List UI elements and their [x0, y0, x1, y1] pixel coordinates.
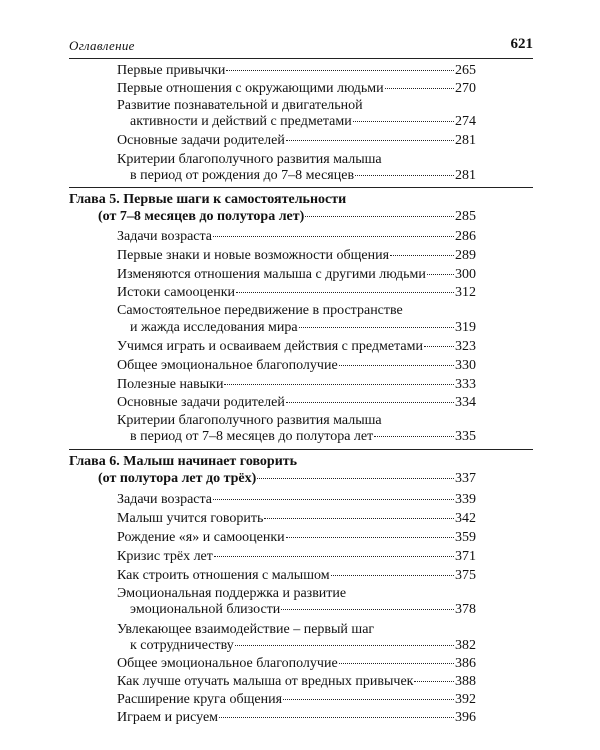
leader-dots [305, 215, 454, 217]
toc-entry-label: Как строить отношения с малышом [117, 568, 330, 583]
toc-entry-page: 392 [455, 692, 476, 707]
toc-entry-page: 371 [455, 549, 476, 564]
toc-entry-label-line1: Самостоятельное передвижение в пространстве [117, 303, 403, 318]
toc-entry [117, 710, 476, 726]
toc-entry-label: эмоциональной близости [130, 602, 281, 617]
toc-entry [117, 568, 476, 584]
chapter-5-title: Глава 5. Первые шаги к самостоятельности [69, 192, 347, 207]
toc-entry-label: Истоки самооценки [117, 285, 236, 300]
toc-entry-page: 342 [455, 511, 476, 526]
toc-entry-page: 334 [455, 395, 476, 410]
leader-dots [299, 326, 454, 328]
leader-dots [390, 254, 454, 256]
toc-entry-page: 388 [455, 674, 476, 689]
toc-entry [117, 229, 476, 245]
toc-entry-label-line1: Увлекающее взаимодействие – первый шаг [117, 622, 375, 637]
chapter-6-page: 337 [455, 471, 476, 486]
chapter-6-title: Глава 6. Малыш начинает говорить [69, 454, 298, 469]
toc-entry-page: 375 [455, 568, 476, 583]
leader-dots [286, 139, 454, 141]
toc-entry-page: 300 [455, 267, 476, 282]
toc-entry-label: Общее эмоциональное благополучие [117, 656, 338, 671]
leader-dots [339, 662, 454, 664]
leader-dots [235, 644, 454, 646]
leader-dots [257, 477, 454, 479]
toc-entry-page: 286 [455, 229, 476, 244]
chapter-6-subtitle: (от полутора лет до трёх) [98, 471, 257, 486]
toc-entry [117, 81, 476, 97]
toc-entry-page: 386 [455, 656, 476, 671]
toc-entry-label-line1: Эмоциональная поддержка и развитие [117, 586, 347, 601]
toc-entry-page: 359 [455, 530, 476, 545]
toc-entry-label: Малыш учится говорить [117, 511, 264, 526]
toc-entry [130, 429, 476, 445]
toc-entry [117, 395, 476, 411]
toc-entry-page: 270 [455, 81, 476, 96]
toc-entry-page: 289 [455, 248, 476, 263]
toc-entry-page: 274 [455, 114, 476, 129]
toc-entry-label: Задачи возраста [117, 492, 213, 507]
leader-dots [331, 574, 454, 576]
leader-dots [385, 87, 454, 89]
toc-entry-page: 319 [455, 320, 476, 335]
toc-entry-page: 396 [455, 710, 476, 725]
toc-entry-label: Как лучше отучать малыша от вредных привычек [117, 674, 414, 689]
toc-entry-page: 281 [455, 133, 476, 148]
leader-dots [286, 536, 454, 538]
toc-entry-label: Первые отношения с окружающими людьми [117, 81, 384, 96]
toc-entry-page: 312 [455, 285, 476, 300]
toc-entry-page: 333 [455, 377, 476, 392]
toc-entry-label: Расширение круга общения [117, 692, 283, 707]
leader-dots [224, 383, 454, 385]
toc-entry-label: Учимся играть и осваиваем действия с предметами [117, 339, 423, 354]
toc-entry [130, 638, 476, 654]
chapter-6-entry [98, 471, 476, 487]
toc-entry-label: Общее эмоциональное благополучие [117, 358, 338, 373]
toc-entry [117, 530, 476, 546]
toc-entry-label: Основные задачи родителей [117, 133, 285, 148]
leader-dots [424, 345, 454, 347]
toc-entry-label-line1: Развитие познавательной и двигательной [117, 98, 363, 113]
chapter-5-subtitle: (от 7–8 месяцев до полутора лет) [98, 209, 305, 224]
leader-dots [226, 69, 454, 71]
toc-entry [117, 285, 476, 301]
toc-entry-page: 382 [455, 638, 476, 653]
running-header [69, 38, 533, 59]
toc-entry-label: в период от рождения до 7–8 месяцев [130, 168, 355, 183]
chapter-5-page: 285 [455, 209, 476, 224]
leader-dots [283, 698, 454, 700]
toc-entry [117, 133, 476, 149]
leader-dots [213, 235, 454, 237]
toc-entry-label: Задачи возраста [117, 229, 213, 244]
toc-entry-page: 330 [455, 358, 476, 373]
toc-entry [117, 63, 476, 79]
toc-entry-label: Кризис трёх лет [117, 549, 213, 564]
toc-entry-label: Полезные навыки [117, 377, 224, 392]
toc-entry-label: Первые знаки и новые возможности общения [117, 248, 390, 263]
toc-entry-page: 265 [455, 63, 476, 78]
leader-dots [264, 517, 454, 519]
toc-entry-page: 378 [455, 602, 476, 617]
toc-entry [117, 339, 476, 355]
toc-entry [117, 656, 476, 672]
page-number: 621 [510, 36, 533, 52]
leader-dots [213, 498, 454, 500]
toc-entry-label: Основные задачи родителей [117, 395, 285, 410]
toc-entry [130, 602, 476, 618]
toc-entry [130, 320, 476, 336]
leader-dots [286, 401, 454, 403]
leader-dots [281, 608, 454, 610]
toc-entry-page: 281 [455, 168, 476, 183]
toc-entry-page: 335 [455, 429, 476, 444]
toc-entry [117, 358, 476, 374]
section-divider [69, 449, 533, 450]
leader-dots [219, 716, 454, 718]
toc-entry [117, 267, 476, 283]
leader-dots [339, 364, 454, 366]
toc-entry [130, 114, 476, 130]
leader-dots [236, 291, 454, 293]
toc-entry-label: и жажда исследования мира [130, 320, 298, 335]
chapter-5-entry [98, 209, 476, 225]
toc-entry-label: к сотрудничеству [130, 638, 234, 653]
section-divider [69, 187, 533, 188]
toc-entry [117, 248, 476, 264]
leader-dots [414, 680, 454, 682]
toc-entry-label: Играем и рисуем [117, 710, 219, 725]
toc-entry-label: Первые привычки [117, 63, 226, 78]
toc-entry-label: Изменяются отношения малыша с другими людьми [117, 267, 426, 282]
leader-dots [427, 273, 454, 275]
toc-entry-label: активности и действий с предметами [130, 114, 352, 129]
toc-entry [117, 692, 476, 708]
toc-entry [117, 674, 476, 690]
toc-entry [130, 168, 476, 184]
leader-dots [355, 174, 454, 176]
toc-entry-label-line1: Критерии благополучного развития малыша [117, 413, 382, 428]
leader-dots [374, 435, 454, 437]
toc-entry-label: в период от 7–8 месяцев до полутора лет [130, 429, 374, 444]
leader-dots [214, 555, 454, 557]
toc-entry-label-line1: Критерии благополучного развития малыша [117, 152, 382, 167]
toc-entry [117, 549, 476, 565]
toc-entry [117, 492, 476, 508]
toc-entry-page: 339 [455, 492, 476, 507]
toc-entry-label: Рождение «я» и самооценки [117, 530, 285, 545]
leader-dots [353, 120, 454, 122]
running-header-title: Оглавление [69, 38, 135, 53]
toc-entry-page: 323 [455, 339, 476, 354]
toc-entry [117, 511, 476, 527]
toc-entry [117, 377, 476, 393]
